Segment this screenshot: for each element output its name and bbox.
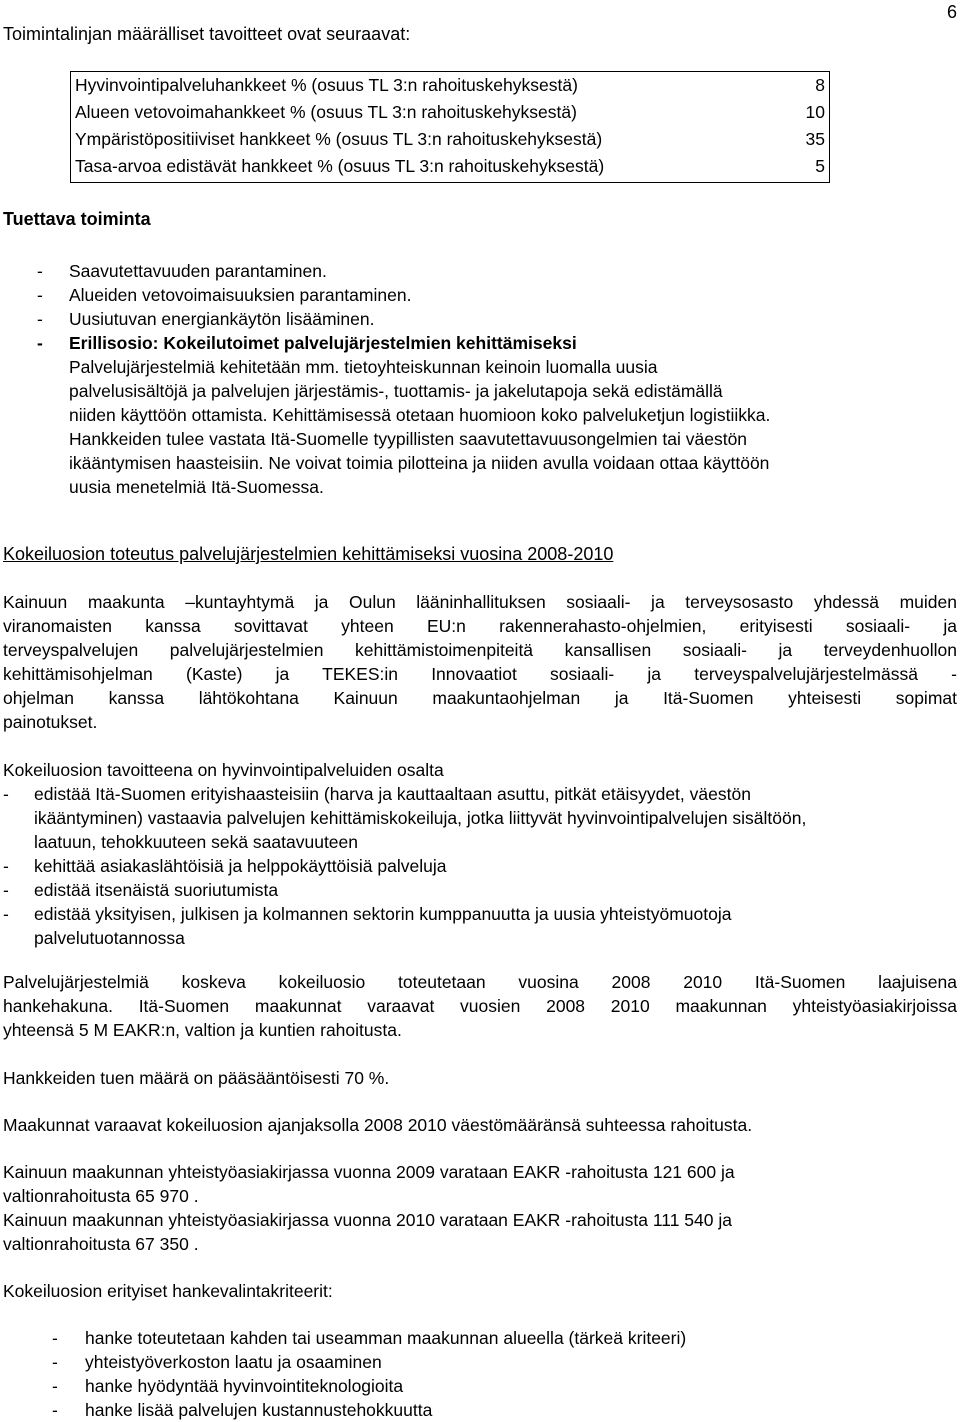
supported-list [37, 259, 577, 355]
dash-marker: - [52, 1328, 58, 1348]
text-line: ohjelman kanssa lähtökohtana Kainuun maakuntaohjelman ja Itä-Suomen yhteisesti sopimat [3, 688, 957, 708]
dash-marker: - [3, 904, 9, 924]
paragraph-allocation: Maakunnat varaavat kokeiluosion ajanjaksolla 2008 2010 väestömääränsä suhteessa rahoitusta. [3, 1115, 753, 1135]
dash-marker: - [52, 1376, 58, 1396]
intro-text: Toimintalinjan määrälliset tavoitteet ovat seuraavat: [3, 24, 411, 44]
list-item [3, 902, 903, 950]
goal-value: 10 [805, 102, 825, 122]
criteria-heading: Kokeiluosion erityiset hankevalintakriteerit: [3, 1281, 333, 1301]
dash-marker: - [37, 261, 43, 281]
supported-heading: Tuettava toiminta [3, 209, 151, 229]
text-line: palvelutuotannossa [34, 928, 185, 948]
paragraph-cooperation [3, 590, 957, 734]
goal-row [75, 100, 825, 124]
text-line: Kainuun maakunnan yhteistyöasiakirjassa vuonna 2010 varataan EAKR -rahoitusta 111 540 ja [3, 1210, 732, 1230]
text-line: Kainuun maakunnan yhteistyöasiakirjassa vuonna 2009 varataan EAKR -rahoitusta 121 600 ja [3, 1162, 735, 1182]
special-section-title [37, 331, 577, 355]
text-line: kehittämisohjelman (Kaste) ja TEKES:in Innovaatiot sosiaali- ja terveyspalvelujärjestelmässä - [3, 664, 957, 684]
list-item [52, 1374, 686, 1398]
list-item [52, 1350, 686, 1374]
goal-intro: Kokeiluosion tavoitteena on hyvinvointipalveluiden osalta [3, 760, 444, 780]
goal-label: Ympäristöpositiiviset hankkeet % (osuus TL 3:n rahoituskehyksestä) [75, 129, 603, 149]
text-line: Palvelujärjestelmiä koskeva kokeiluosio toteutetaan vuosina 2008 2010 Itä-Suomen laajuisena [3, 972, 957, 992]
text-line: laatuun, tehokkuuteen sekä saatavuuteen [34, 832, 358, 852]
paragraph-kainuu-funding [3, 1160, 903, 1256]
goal-row [75, 127, 825, 151]
list-item-text: yhteistyöverkoston laatu ja osaaminen [85, 1352, 382, 1372]
criteria-list [52, 1326, 686, 1422]
text-line: Hankkeiden tulee vastata Itä-Suomelle tyypillisten saavutettavuusongelmien tai väestön [69, 429, 748, 449]
text-line: valtionrahoitusta 67 350 . [3, 1234, 199, 1254]
dash-marker: - [3, 856, 9, 876]
text-line: hankehakuna. Itä-Suomen maakunnat varaavat vuosien 2008 2010 maakunnan yhteistyöasiakirjoissa [3, 996, 957, 1016]
goal-bullet-list [3, 782, 903, 950]
text-line: viranomaisten kanssa sovittavat yhteen EU:n rakennerahasto-ohjelmien, erityisesti sosiaali- ja [3, 616, 957, 636]
list-item-text: hanke hyödyntää hyvinvointiteknologioita [85, 1376, 404, 1396]
list-item [37, 259, 577, 283]
goal-label: Hyvinvointipalveluhankkeet % (osuus TL 3:n rahoituskehyksestä) [75, 75, 578, 95]
list-item-text: Alueiden vetovoimaisuuksien parantaminen. [69, 285, 412, 305]
special-title-text: Erillisosio: Kokeilutoimet palvelujärjestelmien kehittämiseksi [69, 333, 577, 353]
list-item [52, 1398, 686, 1422]
list-item [52, 1326, 686, 1350]
dash-marker: - [37, 309, 43, 329]
list-item [37, 307, 577, 331]
text-line: painotukset. [3, 712, 98, 732]
text-line: ikääntyminen) vastaavia palvelujen kehittämiskokeiluja, jotka liittyvät hyvinvointipalvelujen sisältöön, [34, 808, 807, 828]
paragraph-support-rate: Hankkeiden tuen määrä on pääsääntöisesti 70 %. [3, 1068, 390, 1088]
list-item-text: Saavutettavuuden parantaminen. [69, 261, 327, 281]
list-item-text: hanke lisää palvelujen kustannustehokkuutta [85, 1400, 433, 1420]
text-line: yhteensä 5 M EAKR:n, valtion ja kuntien rahoitusta. [3, 1020, 402, 1040]
goal-row [75, 73, 825, 97]
dash-marker: - [52, 1352, 58, 1372]
list-item [3, 878, 903, 902]
goal-label: Alueen vetovoimahankkeet % (osuus TL 3:n rahoituskehyksestä) [75, 102, 577, 122]
text-line: niiden käyttöön ottamista. Kehittämisessä otetaan huomioon koko palveluketjun logistiikka. [69, 405, 771, 425]
text-line: palvelusisältöjä ja palvelujen järjestämis-, tuottamis- ja jakelutapoja sekä edistämällä [69, 381, 723, 401]
page-number: 6 [946, 2, 957, 22]
text-line: edistää itsenäistä suoriutumista [34, 880, 279, 900]
dash-marker: - [3, 784, 9, 804]
section-heading: Kokeiluosion toteutus palvelujärjestelmien kehittämiseksi vuosina 2008-2010 [3, 544, 614, 564]
text-line: Kainuun maakunta –kuntayhtymä ja Oulun lääninhallituksen sosiaali- ja terveysosasto yhdessä muiden [3, 592, 957, 612]
special-description [69, 355, 929, 499]
dash-marker: - [37, 285, 43, 305]
goal-value: 35 [805, 129, 825, 149]
text-line: valtionrahoitusta 65 970 . [3, 1186, 199, 1206]
text-line: terveyspalvelujen palvelujärjestelmien kehittämistoimenpiteitä kansallisen sosiaali- ja terveydenhuollon [3, 640, 957, 660]
text-line: ikääntymisen haasteisiin. Ne voivat toimia pilotteina ja niiden avulla voidaan ottaa käyttöön [69, 453, 770, 473]
list-item [37, 283, 577, 307]
text-line: Palvelujärjestelmiä kehitetään mm. tietoyhteiskunnan keinoin luomalla uusia [69, 357, 658, 377]
text-line: edistää yksityisen, julkisen ja kolmannen sektorin kumppanuutta ja uusia yhteistyömuotoja [34, 904, 732, 924]
text-line: edistää Itä-Suomen erityishaasteisiin (harva ja kauttaaltaan asuttu, pitkät etäisyydet, väestön [34, 784, 751, 804]
text-line: kehittää asiakaslähtöisiä ja helppokäyttöisiä palveluja [34, 856, 447, 876]
list-item-text: Uusiutuvan energiankäytön lisääminen. [69, 309, 375, 329]
dash-marker: - [3, 880, 9, 900]
list-item [3, 854, 903, 878]
goal-value: 8 [815, 75, 825, 95]
goals-table [70, 71, 830, 183]
list-item-text: hanke toteutetaan kahden tai useamman maakunnan alueella (tärkeä kriteeri) [85, 1328, 687, 1348]
paragraph-call [3, 970, 957, 1042]
list-item [3, 782, 903, 854]
dash-marker: - [52, 1400, 58, 1420]
goal-label: Tasa-arvoa edistävät hankkeet % (osuus TL 3:n rahoituskehyksestä) [75, 156, 605, 176]
text-line: uusia menetelmiä Itä-Suomessa. [69, 477, 324, 497]
goal-value: 5 [815, 156, 825, 176]
goal-row [75, 154, 825, 178]
dash-marker: - [37, 333, 43, 353]
